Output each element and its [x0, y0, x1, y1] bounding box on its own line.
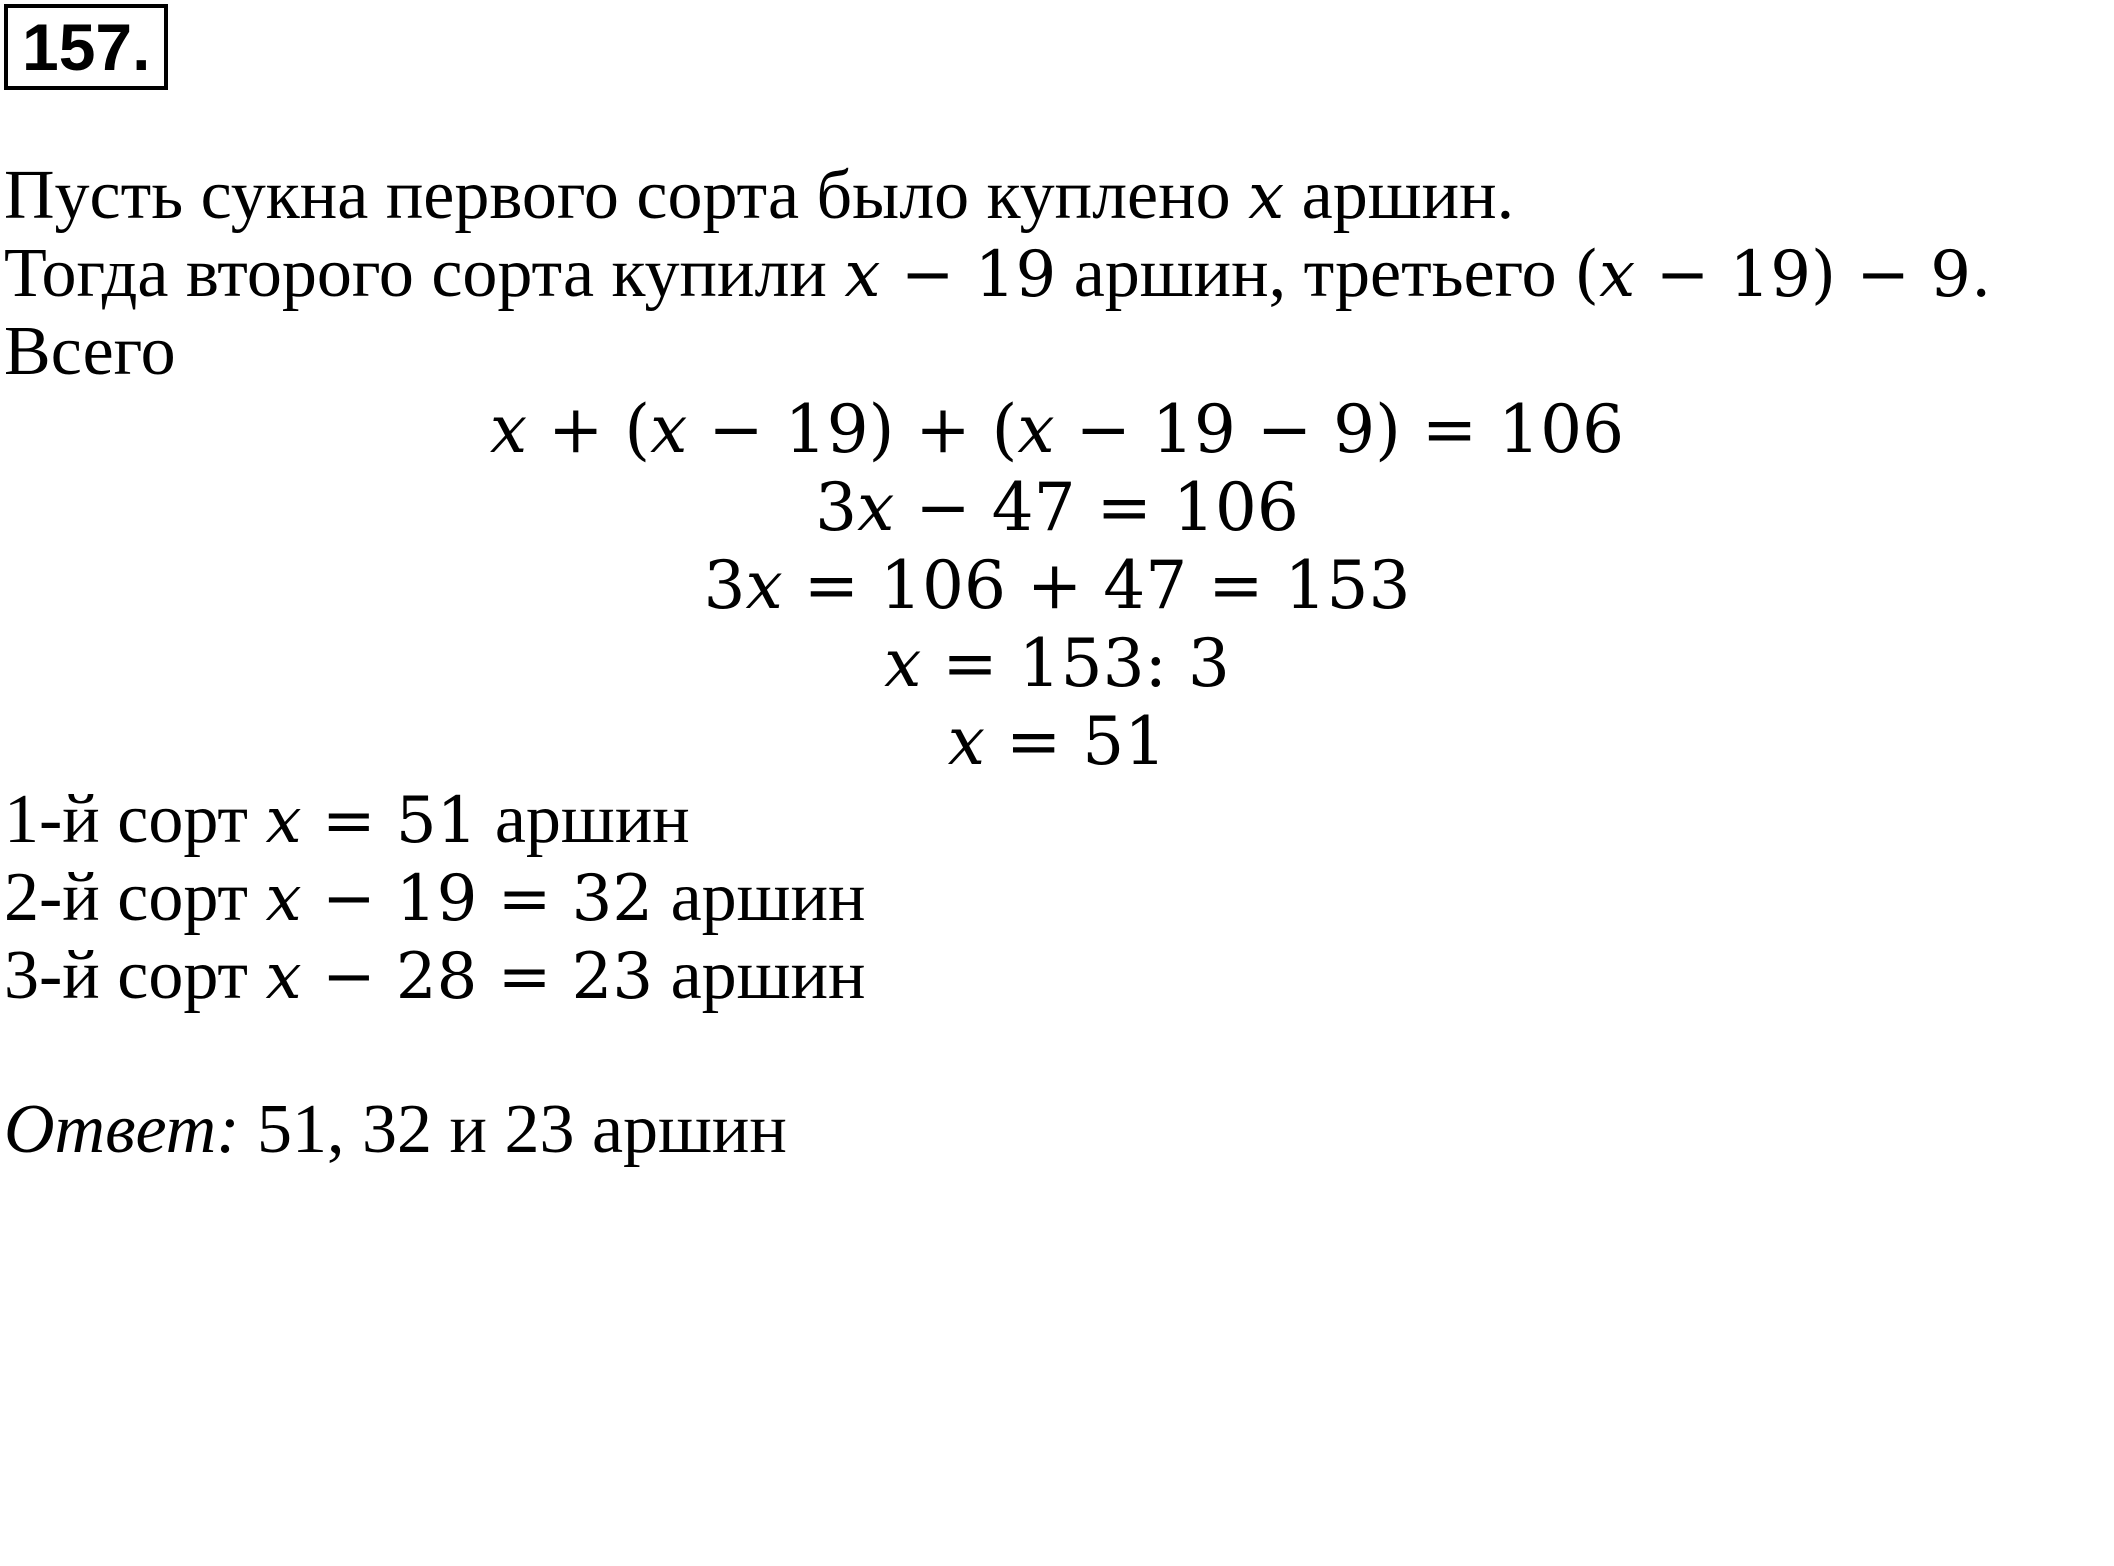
- intro-line-2-mid: аршин, третьего: [1056, 235, 1575, 312]
- intro-line-2-expr2: (x − 19) − 9.: [1574, 238, 1992, 312]
- equation-2: 3x − 47 = 106: [815, 469, 1299, 546]
- result-grade-3: 3-й сорт x − 28 = 23 аршин: [4, 937, 866, 1014]
- intro-line-3: Всего: [4, 313, 176, 390]
- equation-4: x = 153: 3: [884, 625, 1230, 702]
- answer-label: Ответ:: [4, 1091, 240, 1168]
- intro-line-2-text: Тогда второго сорта купили: [4, 235, 845, 312]
- intro-line-1-var: x: [1248, 160, 1285, 234]
- answer-text: 51, 32 и 23 аршин: [239, 1091, 787, 1168]
- problem-number: 157.: [4, 4, 168, 90]
- intro-line-1-tail: аршин.: [1284, 157, 1515, 234]
- intro-line-1: [4, 154, 1514, 239]
- equation-3: 3x = 106 + 47 = 153: [703, 547, 1411, 624]
- intro-line-2-expr1: x − 19: [844, 238, 1057, 312]
- result-grade-1: 1-й сорт x = 51 аршин: [4, 781, 690, 858]
- result-grade-2: 2-й сорт x − 19 = 32 аршин: [4, 859, 866, 936]
- answer-line: [4, 1088, 787, 1172]
- intro-line-2: [4, 232, 1991, 317]
- intro-line-1-text: Пусть сукна первого сорта было куплено: [4, 157, 1249, 234]
- equation-5: x = 51: [947, 703, 1167, 780]
- equation-1: x + (x − 19) + (x − 19 − 9) = 106: [489, 391, 1625, 468]
